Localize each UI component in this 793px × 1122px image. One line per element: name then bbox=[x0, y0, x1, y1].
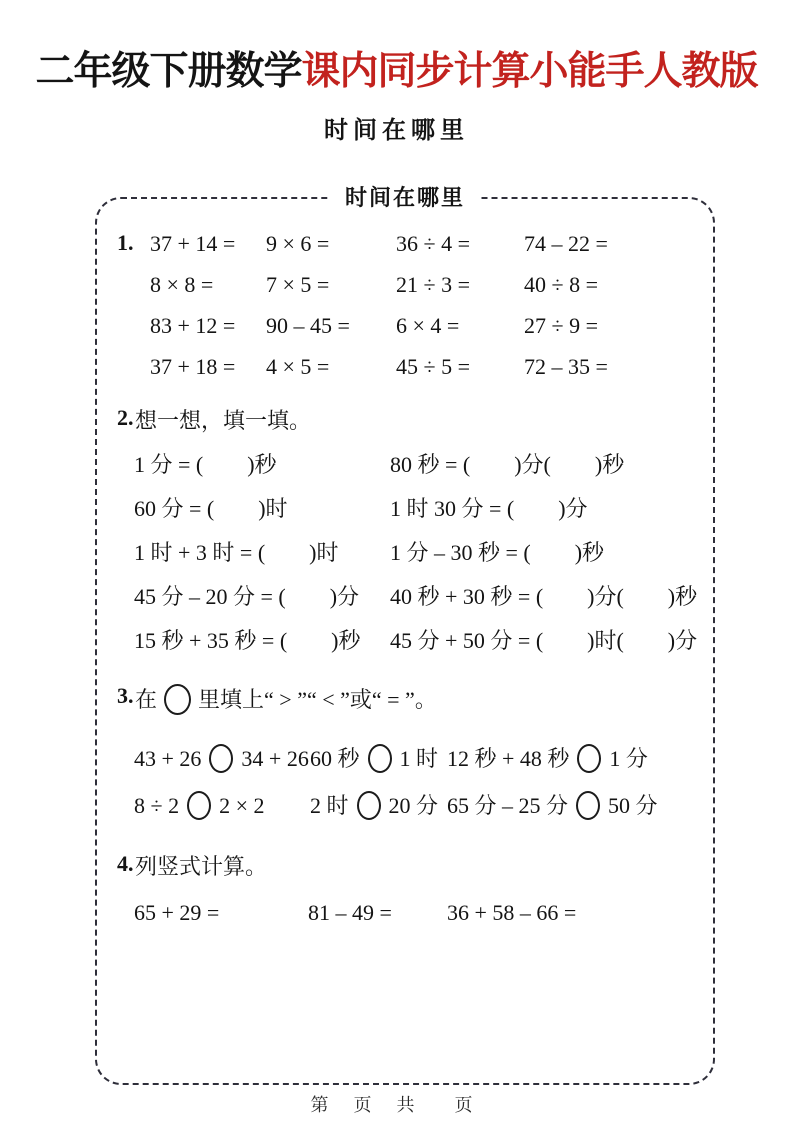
math-problem: 36 + 58 – 66 = bbox=[447, 900, 577, 925]
compare-right: 1 分 bbox=[609, 746, 648, 771]
answer-circle-icon bbox=[187, 791, 211, 820]
box-title: 时间在哪里 bbox=[329, 183, 481, 213]
math-problem: 74 – 22 = bbox=[524, 231, 608, 256]
vertical-calc-grid bbox=[97, 891, 713, 935]
math-problem: 7 × 5 = bbox=[266, 272, 330, 297]
math-problem: 65 + 29 = bbox=[134, 900, 220, 925]
page-footer: 第 页 共 页 bbox=[310, 1095, 483, 1115]
answer-circle-icon bbox=[164, 684, 191, 715]
answer-circle-icon bbox=[209, 744, 233, 773]
math-problem: 36 ÷ 4 = bbox=[396, 231, 470, 256]
math-problem: 8 × 8 = bbox=[150, 272, 214, 297]
compare-left: 65 分 – 25 分 bbox=[447, 793, 569, 818]
math-problem: 9 × 6 = bbox=[266, 231, 330, 256]
compare-right: 1 时 bbox=[399, 746, 439, 771]
math-problem: 72 – 35 = bbox=[524, 354, 608, 379]
math-problem: 81 – 49 = bbox=[308, 900, 392, 925]
compare-left: 60 秒 bbox=[310, 746, 360, 771]
math-problem: 45 ÷ 5 = bbox=[396, 354, 470, 379]
section-vertical-calc bbox=[97, 851, 713, 935]
fill-blanks-grid bbox=[97, 443, 713, 663]
answer-circle-icon bbox=[577, 744, 601, 773]
compare-item bbox=[310, 782, 447, 829]
fill-blank-item: 45 分 + 50 分 = ( )时( )分 bbox=[390, 628, 698, 653]
fill-blank-item: 60 分 = ( )时 bbox=[134, 496, 288, 521]
fill-blank-item: 15 秒 + 35 秒 = ( )秒 bbox=[134, 628, 361, 653]
compare-left: 43 + 26 bbox=[134, 746, 202, 771]
section-number: 4. bbox=[117, 851, 134, 876]
page-title bbox=[0, 40, 793, 96]
answer-circle-icon bbox=[357, 791, 381, 820]
fill-blank-item: 1 时 30 分 = ( )分 bbox=[390, 496, 588, 521]
compare-right: 2 × 2 bbox=[219, 793, 265, 818]
section-number: 1. bbox=[117, 230, 134, 255]
instruction-suffix: 里填上“ > ”“ < ”或“ = ”。 bbox=[198, 687, 437, 712]
compare-item bbox=[134, 735, 310, 782]
compare-right: 50 分 bbox=[608, 793, 658, 818]
math-problem: 6 × 4 = bbox=[396, 313, 460, 338]
compare-right: 20 分 bbox=[388, 793, 439, 818]
section-instruction bbox=[97, 683, 713, 717]
answer-circle-icon bbox=[368, 744, 392, 773]
math-problem: 4 × 5 = bbox=[266, 354, 330, 379]
answer-circle-icon bbox=[576, 791, 600, 820]
compare-item bbox=[310, 735, 447, 782]
compare-right: 34 + 26 bbox=[241, 746, 309, 771]
math-problem: 37 + 18 = bbox=[150, 354, 236, 379]
compare-grid bbox=[97, 735, 713, 829]
compare-left: 12 秒 + 48 秒 bbox=[447, 746, 570, 771]
section-compare bbox=[97, 683, 713, 829]
instruction-prefix: 在 bbox=[135, 687, 158, 712]
fill-blank-item: 45 分 – 20 分 = ( )分 bbox=[134, 584, 360, 609]
math-problem: 21 ÷ 3 = bbox=[396, 272, 470, 297]
math-problem: 27 ÷ 9 = bbox=[524, 313, 598, 338]
fill-blank-item: 1 分 = ( )秒 bbox=[134, 452, 277, 477]
page-title-black: 二年级下册数学 bbox=[35, 50, 302, 93]
compare-item bbox=[447, 782, 713, 829]
fill-blank-item: 1 时 + 3 时 = ( )时 bbox=[134, 540, 339, 565]
page-title-red: 课内同步计算小能手人教版 bbox=[301, 50, 758, 93]
section-number: 3. bbox=[117, 683, 134, 708]
fill-blank-item: 80 秒 = ( )分( )秒 bbox=[390, 452, 625, 477]
compare-left: 8 ÷ 2 bbox=[134, 793, 180, 818]
oral-calc-grid bbox=[150, 223, 713, 387]
lesson-title: 时间在哪里 bbox=[324, 118, 469, 144]
math-problem: 90 – 45 = bbox=[266, 313, 350, 338]
math-problem: 83 + 12 = bbox=[150, 313, 236, 338]
section-instruction: 列竖式计算。 bbox=[135, 854, 268, 879]
compare-item bbox=[447, 735, 713, 782]
section-number: 2. bbox=[117, 405, 134, 430]
compare-left: 2 时 bbox=[310, 793, 349, 818]
worksheet-box bbox=[95, 185, 715, 1085]
fill-blank-item: 40 秒 + 30 秒 = ( )分( )秒 bbox=[390, 584, 698, 609]
fill-blank-item: 1 分 – 30 秒 = ( )秒 bbox=[390, 540, 605, 565]
math-problem: 40 ÷ 8 = bbox=[524, 272, 598, 297]
section-oral-calculation bbox=[97, 223, 713, 387]
compare-item bbox=[134, 782, 310, 829]
section-fill-blanks bbox=[97, 405, 713, 663]
section-instruction: 想一想，填一填。 bbox=[135, 408, 312, 433]
math-problem: 37 + 14 = bbox=[150, 231, 236, 256]
